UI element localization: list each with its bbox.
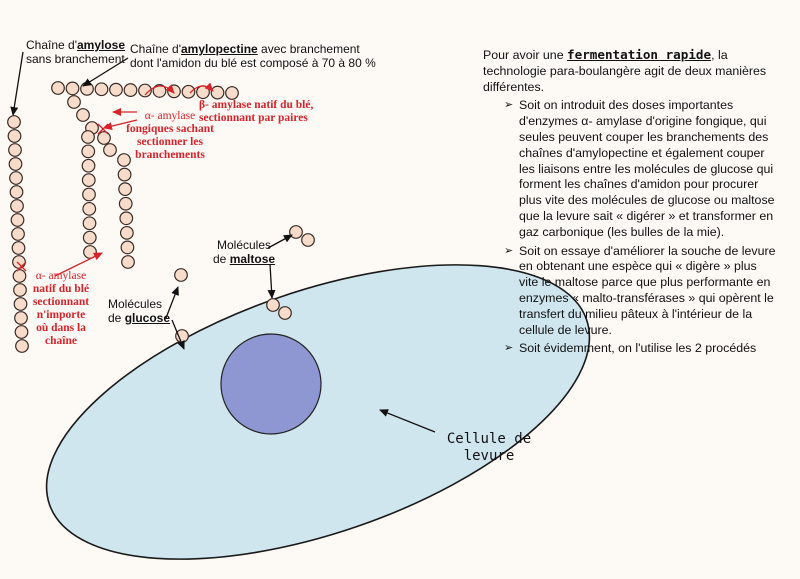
arrow-bullet-icon: ➢ xyxy=(504,342,514,355)
label-amylopectine-prefix: Chaîne d' xyxy=(130,42,181,56)
amylopectine-bead xyxy=(182,85,195,98)
amylose-bead xyxy=(9,144,22,157)
amylopectine-bead xyxy=(110,83,123,96)
amylopectine-bead xyxy=(118,168,131,181)
intro-highlight: fermentation rapide xyxy=(567,47,712,62)
amylopectine-bead xyxy=(68,96,81,109)
amylopectine-bead xyxy=(121,227,134,240)
label-cellule-line1: Cellule de xyxy=(446,431,532,447)
amylose-bead xyxy=(13,256,26,269)
amylopectine-bead xyxy=(104,144,117,157)
yeast-nucleus xyxy=(221,334,321,434)
amylopectine-bead xyxy=(83,188,96,201)
label-alpha-natif-line2: natif du blé xyxy=(32,283,90,295)
label-alpha-fongique-line4: branchements xyxy=(135,149,205,161)
amylopectine-bead xyxy=(168,85,181,98)
label-amylopectine-word: amylopectine xyxy=(181,42,258,56)
amylose-bead xyxy=(15,312,28,325)
arrow-bullet-icon: ➢ xyxy=(504,244,514,257)
amylopectine-bead xyxy=(81,83,94,96)
list-item-text: Soit on essaye d'améliorer la souche de levure en obtenant une espèce qui « digère » plus vite le maltose parce que plus performante en enzymes « malto-transférases » qui opèrent le transfert du milieu pâteux à l'intérieur de la cellule de levure. xyxy=(519,243,776,337)
amylose-bead xyxy=(13,270,26,283)
intro-prefix: Pour avoir une xyxy=(483,48,568,62)
label-cellule-levure xyxy=(434,431,544,465)
label-amylopectine xyxy=(130,42,376,70)
explanation-panel xyxy=(478,47,778,360)
amylose-bead xyxy=(11,200,24,213)
label-amylose-word: amylose xyxy=(77,38,126,52)
label-glucose xyxy=(108,297,170,325)
arrow-maltose-2 xyxy=(270,264,272,298)
label-beta-line2: sectionnant par paires xyxy=(199,112,308,124)
maltose-bead xyxy=(279,307,292,320)
amylopectine-bead xyxy=(124,84,137,97)
maltose-bead xyxy=(290,226,303,239)
glucose-bead xyxy=(176,330,189,343)
amylose-bead xyxy=(8,130,21,143)
amylopectine-bead xyxy=(83,231,96,244)
amylopectine-bead xyxy=(122,256,135,269)
label-maltose-line1: Molécules xyxy=(217,238,272,252)
label-maltose xyxy=(213,238,275,266)
label-alpha-fongique xyxy=(116,110,224,162)
list-item xyxy=(478,244,778,339)
amylopectine-bead xyxy=(119,183,132,196)
amylose-bead xyxy=(12,242,25,255)
label-alpha-fongique-line1: α- amylase xyxy=(144,110,196,122)
list-item xyxy=(478,341,778,357)
label-glucose-prefix: de xyxy=(108,311,125,325)
amylopectine-bead xyxy=(226,87,239,100)
label-cellule-line2: levure xyxy=(463,448,515,464)
amylose-bead xyxy=(14,284,27,297)
amylose-bead xyxy=(10,186,23,199)
arrow-bullet-icon: ➢ xyxy=(504,99,514,112)
amylopectine-bead xyxy=(95,83,108,96)
amylopectine-bead xyxy=(82,159,95,172)
maltose-bead xyxy=(302,234,315,247)
amylose-bead xyxy=(12,228,25,241)
list-item-text: Soit on introduit des doses importantes d'enzymes α- amylase d'origine fongique, qui seules peuvent couper les branchements des chaînes d'amylopectine et également couper les liaisons entre les molécules de glucose qui forment les chaînes d'amidon pour procurer plus vite des molécules de glucose ou maltose que la levure sait « digérer » et transformer en gaz carbonique (les bulles de la mie). xyxy=(519,98,775,239)
label-glucose-line1: Molécules xyxy=(108,297,163,311)
amylose-bead xyxy=(14,298,27,311)
intro-paragraph xyxy=(483,47,778,95)
amylopectine-bead xyxy=(82,145,95,158)
amylose-bead xyxy=(11,214,24,227)
list-item-text: Soit évidemment, on l'utilise les 2 procédés xyxy=(519,341,757,356)
method-list xyxy=(478,98,778,357)
amylose-bead xyxy=(15,326,28,339)
amylopectine-bead xyxy=(82,131,95,144)
list-item xyxy=(478,98,778,240)
label-alpha-natif-line1: α- amylase xyxy=(35,270,87,282)
label-alpha-natif-line3: sectionnant xyxy=(32,296,90,308)
label-beta-line1: β- amylase natif du blé, xyxy=(199,99,314,111)
amylopectine-bead xyxy=(52,82,65,95)
maltose-bead xyxy=(267,299,280,312)
amylopectine-bead xyxy=(120,212,133,225)
amylose-bead xyxy=(16,340,29,353)
label-amylose-prefix: Chaîne d' xyxy=(26,38,77,52)
label-alpha-natif-line5: où dans la xyxy=(36,322,86,334)
label-amylopectine-suffix: avec branchement xyxy=(257,42,360,56)
arrow-amylose-label xyxy=(13,52,23,115)
amylose-bead xyxy=(9,158,22,171)
label-alpha-fongique-line3: sectionner les xyxy=(137,136,203,148)
amylopectine-bead xyxy=(211,86,224,99)
label-amylopectine-line2: dont l'amidon du blé est composé à 70 à 80 % xyxy=(130,56,376,70)
label-amylose xyxy=(26,38,125,66)
amylopectine-bead xyxy=(83,203,96,216)
intro-suffix: , la technologie para-boulangère agit de deux manières différentes. xyxy=(483,48,767,94)
amylose-bead xyxy=(8,116,21,129)
amylopectine-bead xyxy=(82,174,95,187)
label-alpha-natif-line4: n'importe xyxy=(36,309,86,321)
amylose-bead xyxy=(10,172,23,185)
amylopectine-bead xyxy=(83,217,96,230)
amylopectine-bead xyxy=(121,241,134,254)
amylopectine-bead xyxy=(119,197,132,210)
label-maltose-word: maltose xyxy=(229,252,276,266)
label-alpha-natif xyxy=(30,270,92,348)
label-amylose-suffix: sans branchement xyxy=(26,52,125,66)
glucose-bead xyxy=(175,269,188,282)
amylopectine-bead xyxy=(77,109,90,122)
label-alpha-fongique-line2: fongiques sachant xyxy=(126,123,214,135)
label-glucose-word: glucose xyxy=(124,311,171,325)
amylopectine-bead xyxy=(66,82,79,95)
label-alpha-natif-line6: chaîne xyxy=(45,335,77,347)
label-maltose-prefix: de xyxy=(213,252,230,266)
amylopectine-bead xyxy=(197,86,210,99)
